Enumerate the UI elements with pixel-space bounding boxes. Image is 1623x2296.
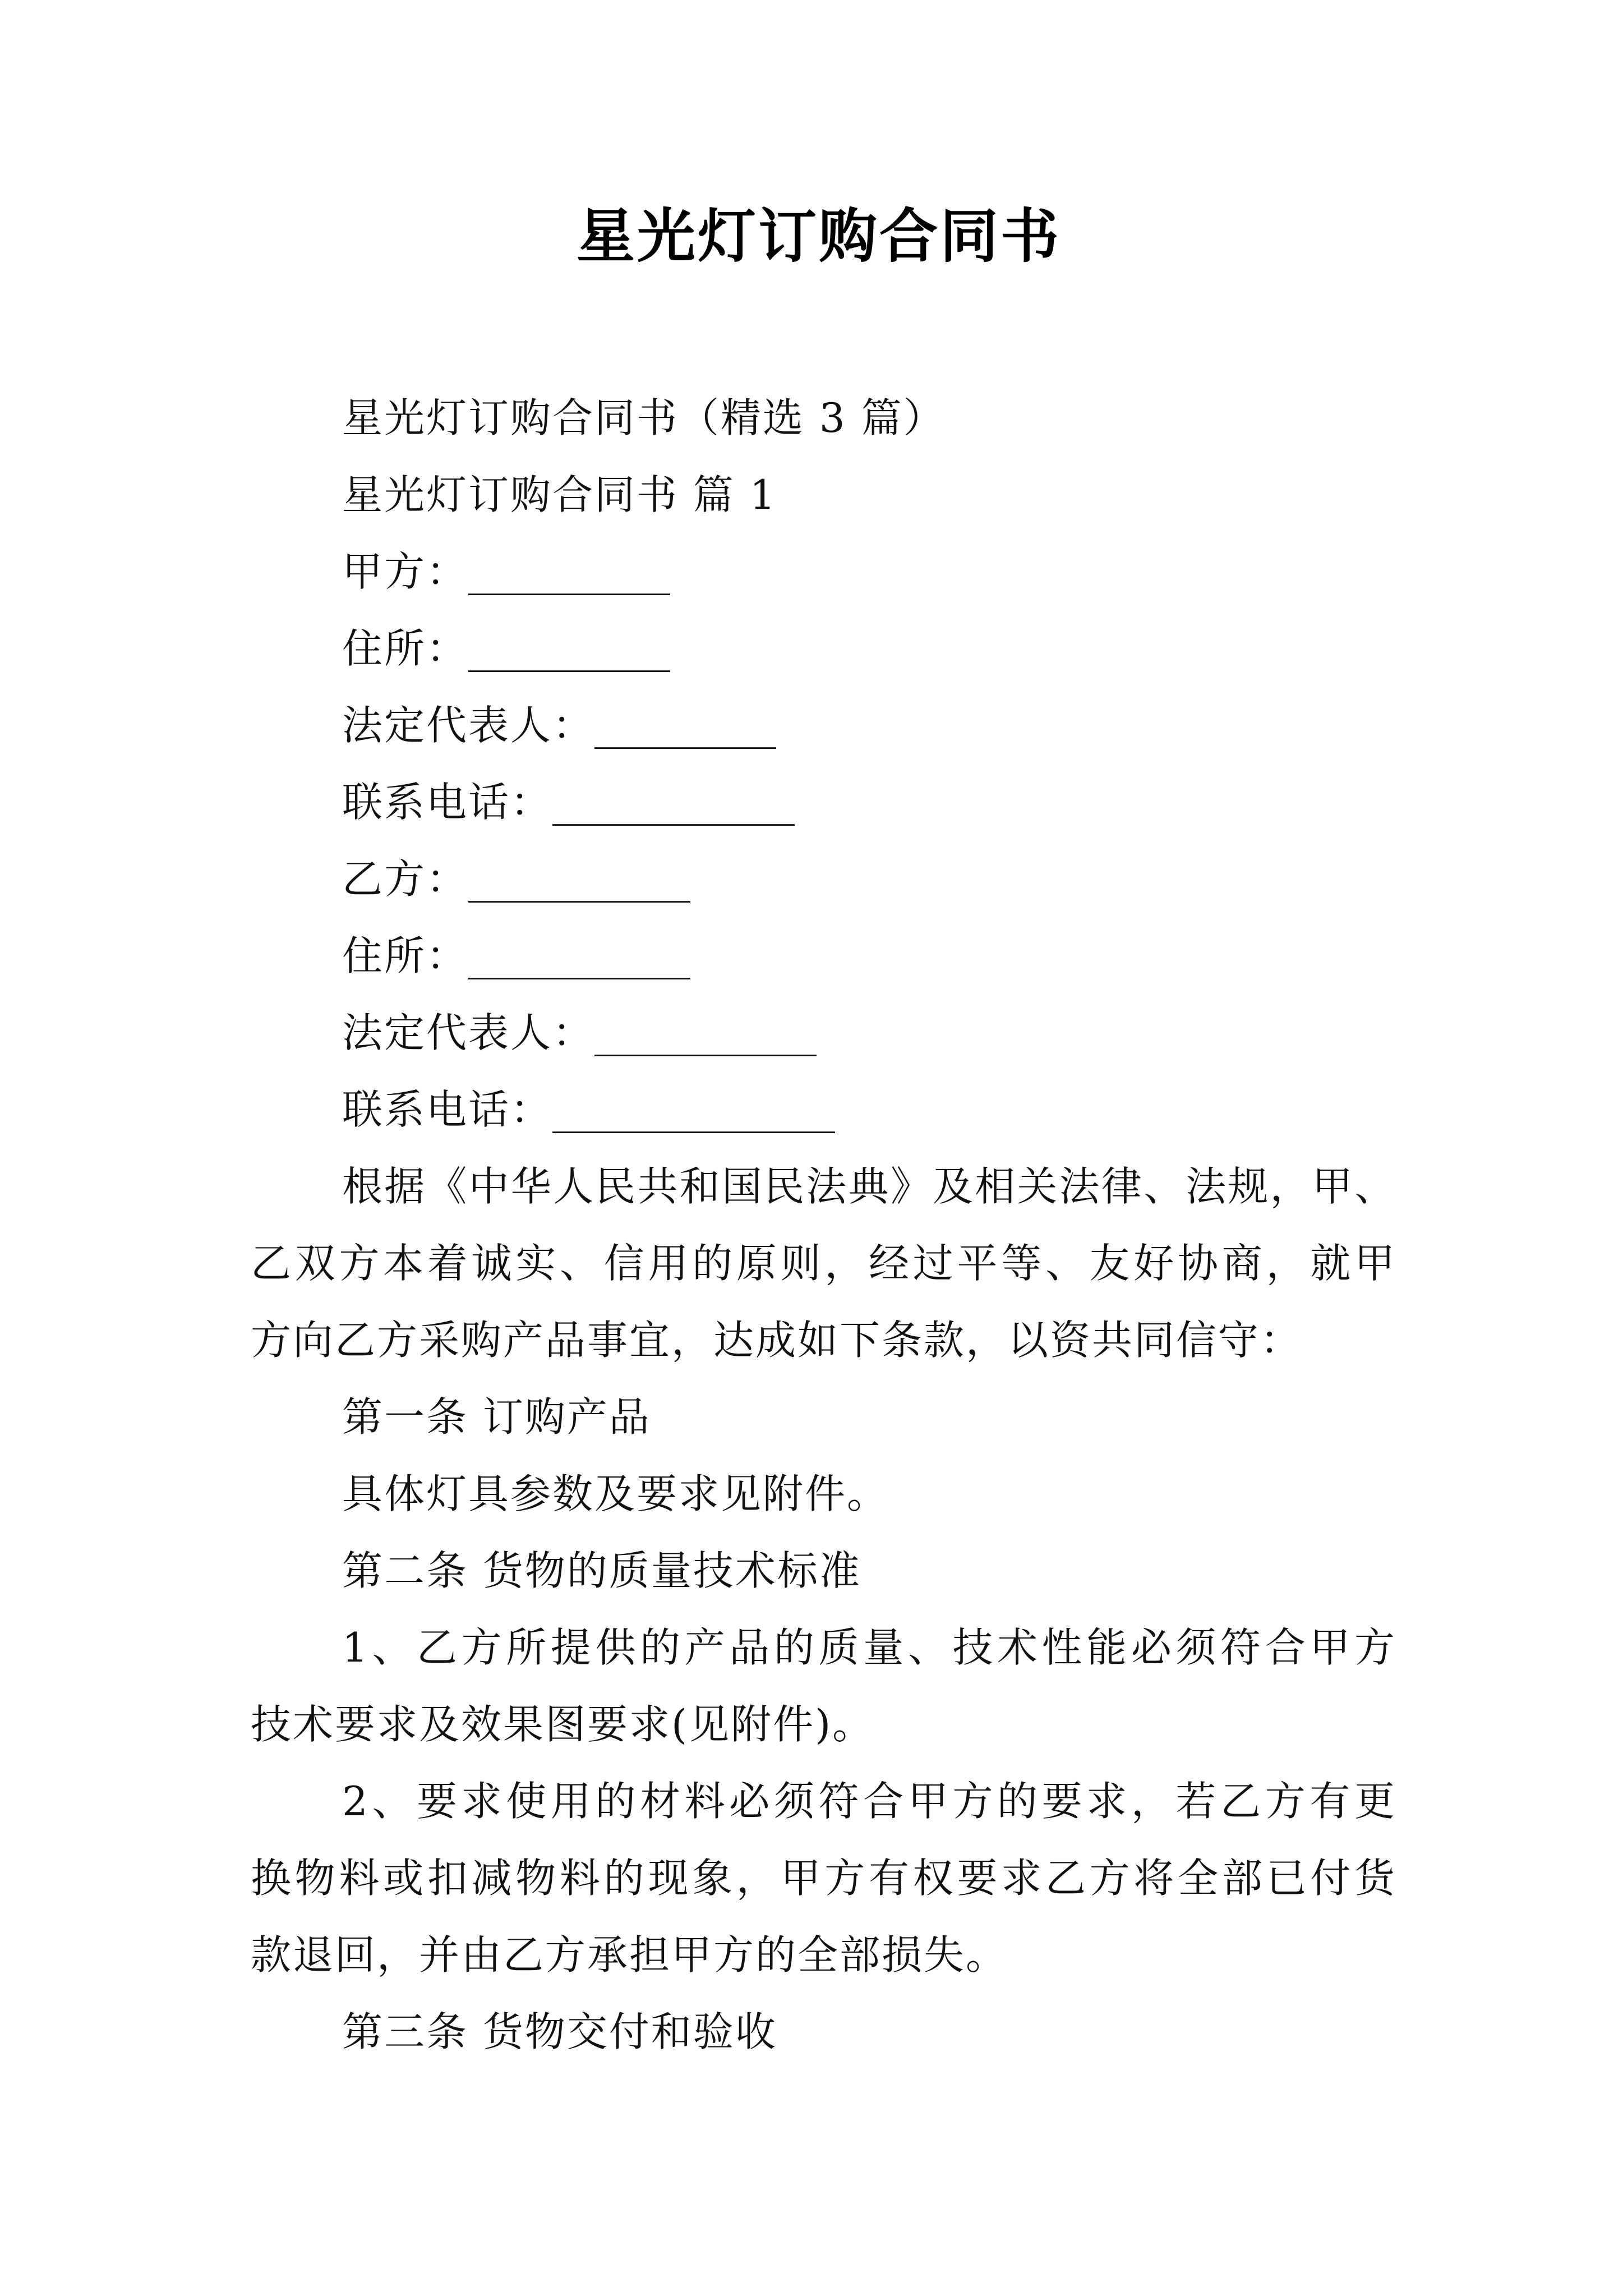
party-a-phone-blank: ____________ — [552, 779, 795, 826]
clause-2-item-2-line: 2、要求使用的材料必须符合甲方的要求，若乙方有更 — [342, 1778, 1395, 1825]
clause-3-heading: 第三条 货物交付和验收 — [342, 2008, 777, 2055]
preamble-line: 方向乙方采购产品事宜，达成如下条款，以资共同信守： — [251, 1317, 1303, 1364]
party-b-legal-rep-blank: ___________ — [594, 1009, 817, 1056]
party-b-address-field — [251, 918, 1395, 995]
page-title: 星光灯订购合同书 — [576, 201, 1061, 270]
clause-2-item-2-line: 款退回，并由乙方承担甲方的全部损失。 — [251, 1931, 1008, 1978]
party-a-name-field — [251, 533, 1395, 610]
preamble-line: 根据《中华人民共和国民法典》及相关法律、法规，甲、 — [342, 1163, 1395, 1210]
party-b-phone-blank: ______________ — [552, 1086, 836, 1133]
clause-1-text: 具体灯具参数及要求见附件。 — [342, 1470, 889, 1517]
party-a-phone-field — [251, 764, 1395, 841]
party-b-address-blank: ___________ — [468, 932, 691, 979]
clause-1-heading: 第一条 订购产品 — [342, 1393, 651, 1441]
party-a-name-blank: __________ — [468, 548, 671, 595]
party-b-legal-rep-label: 法定代表人： — [342, 1009, 595, 1056]
document-body — [251, 380, 1395, 2070]
party-b-legal-rep-field — [251, 995, 1395, 1071]
party-b-name-field — [251, 841, 1395, 918]
clause-2-item-2-line: 换物料或扣减物料的现象，甲方有权要求乙方将全部已付货 — [251, 1855, 1395, 1902]
article-heading: 星光灯订购合同书 篇 1 — [342, 471, 777, 518]
party-a-address-field — [251, 610, 1395, 687]
party-a-address-blank: __________ — [468, 625, 671, 672]
party-a-legal-rep-label: 法定代表人： — [342, 702, 595, 749]
collection-title: 星光灯订购合同书（精选 3 篇） — [342, 394, 946, 441]
party-a-name-label: 甲方： — [342, 548, 469, 595]
party-a-address-label: 住所： — [342, 625, 469, 672]
party-b-phone-field — [251, 1071, 1395, 1148]
clause-2-heading: 第二条 货物的质量技术标准 — [342, 1547, 861, 1594]
party-a-legal-rep-blank: _________ — [594, 702, 777, 749]
party-b-phone-label: 联系电话： — [342, 1086, 553, 1133]
clause-2-item-1-line: 1、乙方所提供的产品的质量、技术性能必须符合甲方 — [342, 1624, 1395, 1671]
party-b-name-blank: ___________ — [468, 855, 691, 903]
party-b-address-label: 住所： — [342, 932, 469, 979]
preamble-line: 乙双方本着诚实、信用的原则，经过平等、友好协商，就甲 — [251, 1240, 1395, 1287]
clause-2-item-1-line: 技术要求及效果图要求(见附件)。 — [251, 1701, 875, 1748]
party-b-name-label: 乙方： — [342, 855, 469, 903]
party-a-legal-rep-field — [251, 687, 1395, 764]
party-a-phone-label: 联系电话： — [342, 779, 553, 826]
